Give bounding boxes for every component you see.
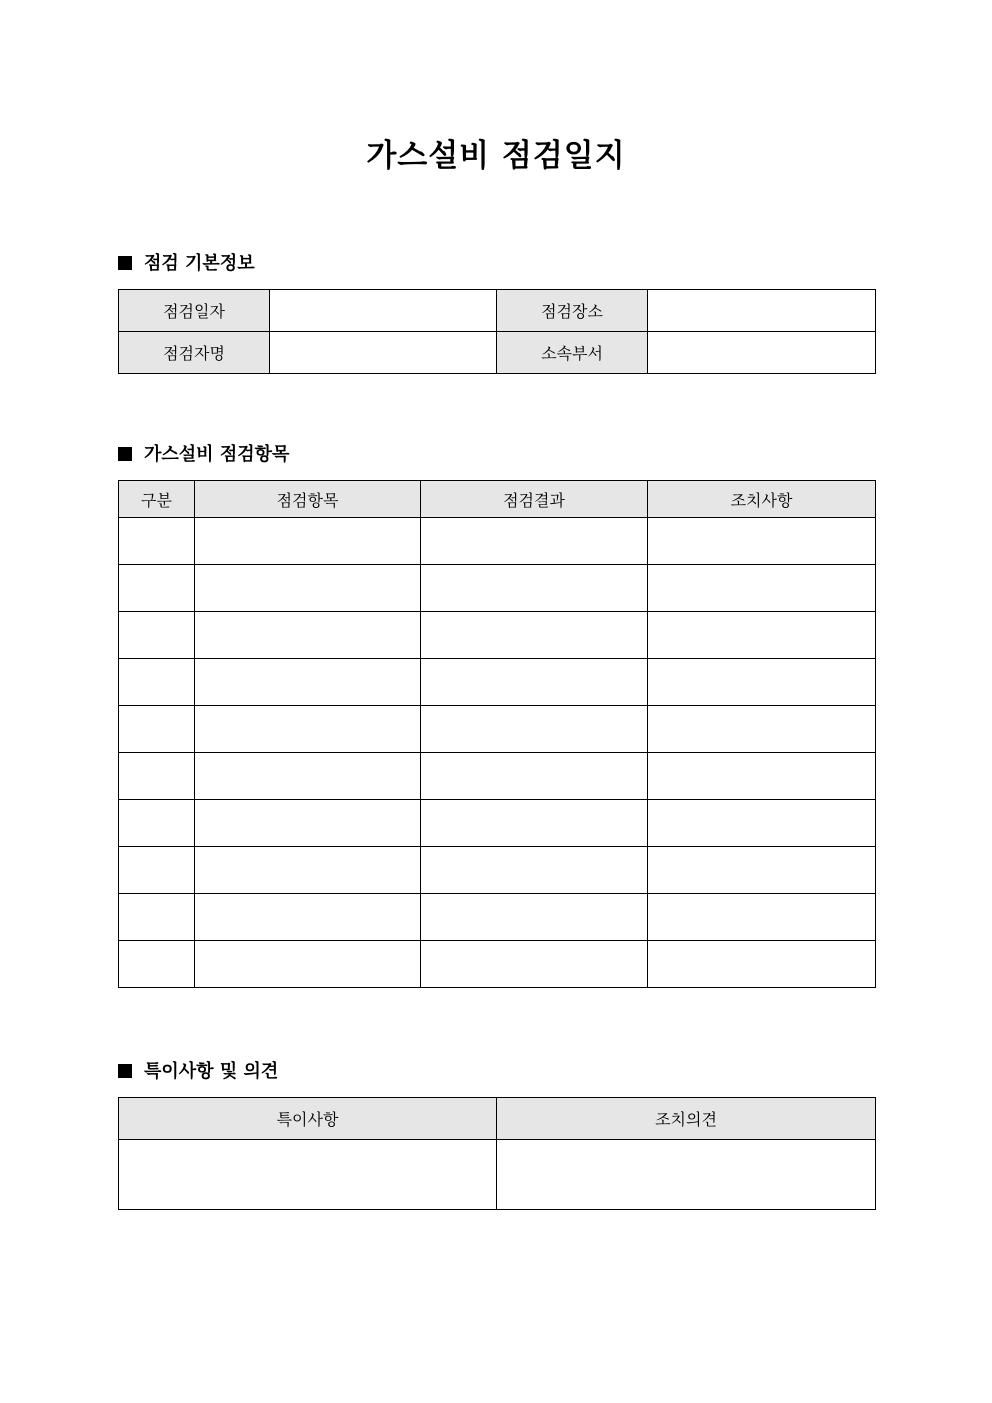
- section-heading-label: 특이사항 및 의견: [144, 1061, 279, 1082]
- table-header-row: [119, 1098, 876, 1140]
- cell-result[interactable]: [421, 565, 648, 612]
- cell-item[interactable]: [195, 847, 421, 894]
- black-square-icon: [118, 256, 132, 270]
- table-row: [119, 894, 876, 941]
- label-inspector-name: 점검자명: [119, 332, 270, 374]
- section-heading-basic-info: [118, 252, 255, 276]
- cell-action[interactable]: [648, 659, 876, 706]
- table-row: [119, 659, 876, 706]
- cell-result[interactable]: [421, 659, 648, 706]
- column-header-action: 조치사항: [648, 481, 876, 518]
- cell-category[interactable]: [119, 894, 195, 941]
- cell-action[interactable]: [648, 800, 876, 847]
- section-heading-remarks: [118, 1060, 278, 1084]
- cell-category[interactable]: [119, 659, 195, 706]
- field-inspection-date[interactable]: [270, 290, 497, 332]
- cell-item[interactable]: [195, 612, 421, 659]
- field-action-opinion[interactable]: [497, 1140, 876, 1210]
- cell-category[interactable]: [119, 753, 195, 800]
- cell-action[interactable]: [648, 518, 876, 565]
- cell-item[interactable]: [195, 565, 421, 612]
- cell-action[interactable]: [648, 847, 876, 894]
- label-inspection-place: 점검장소: [497, 290, 648, 332]
- cell-item[interactable]: [195, 518, 421, 565]
- table-row: [119, 800, 876, 847]
- cell-item[interactable]: [195, 706, 421, 753]
- table-row: [119, 706, 876, 753]
- table-row: [119, 753, 876, 800]
- inspection-items-table: [118, 480, 876, 988]
- column-header-action-opinion: 조치의견: [497, 1098, 876, 1140]
- cell-item[interactable]: [195, 659, 421, 706]
- cell-category[interactable]: [119, 941, 195, 988]
- section-heading-label: 점검 기본정보: [144, 253, 255, 274]
- black-square-icon: [118, 447, 132, 461]
- field-special-notes[interactable]: [119, 1140, 497, 1210]
- label-department: 소속부서: [497, 332, 648, 374]
- cell-item[interactable]: [195, 894, 421, 941]
- column-header-result: 점검결과: [421, 481, 648, 518]
- column-header-special-notes: 특이사항: [119, 1098, 497, 1140]
- cell-category[interactable]: [119, 800, 195, 847]
- label-inspection-date: 점검일자: [119, 290, 270, 332]
- cell-action[interactable]: [648, 706, 876, 753]
- cell-item[interactable]: [195, 800, 421, 847]
- cell-result[interactable]: [421, 800, 648, 847]
- field-department[interactable]: [648, 332, 876, 374]
- field-inspector-name[interactable]: [270, 332, 497, 374]
- cell-result[interactable]: [421, 894, 648, 941]
- section-heading-inspection-items: [118, 443, 289, 467]
- cell-category[interactable]: [119, 612, 195, 659]
- cell-category[interactable]: [119, 565, 195, 612]
- cell-result[interactable]: [421, 847, 648, 894]
- table-row: [119, 518, 876, 565]
- section-heading-label: 가스설비 점검항목: [144, 444, 290, 465]
- table-row: [119, 1140, 876, 1210]
- cell-result[interactable]: [421, 706, 648, 753]
- field-inspection-place[interactable]: [648, 290, 876, 332]
- remarks-table: [118, 1097, 876, 1210]
- cell-action[interactable]: [648, 941, 876, 988]
- cell-item[interactable]: [195, 941, 421, 988]
- cell-action[interactable]: [648, 565, 876, 612]
- column-header-item: 점검항목: [195, 481, 421, 518]
- cell-item[interactable]: [195, 753, 421, 800]
- table-row: [119, 847, 876, 894]
- cell-result[interactable]: [421, 753, 648, 800]
- cell-action[interactable]: [648, 612, 876, 659]
- black-square-icon: [118, 1064, 132, 1078]
- cell-result[interactable]: [421, 518, 648, 565]
- basic-info-table: [118, 289, 876, 374]
- table-row: [119, 565, 876, 612]
- cell-action[interactable]: [648, 753, 876, 800]
- column-header-category: 구분: [119, 481, 195, 518]
- table-row: [119, 290, 876, 332]
- table-row: [119, 612, 876, 659]
- cell-result[interactable]: [421, 941, 648, 988]
- table-row: [119, 941, 876, 988]
- table-header-row: [119, 481, 876, 518]
- cell-result[interactable]: [421, 612, 648, 659]
- cell-category[interactable]: [119, 706, 195, 753]
- cell-category[interactable]: [119, 518, 195, 565]
- table-row: [119, 332, 876, 374]
- cell-category[interactable]: [119, 847, 195, 894]
- document-title: 가스설비 점검일지: [366, 138, 626, 174]
- cell-action[interactable]: [648, 894, 876, 941]
